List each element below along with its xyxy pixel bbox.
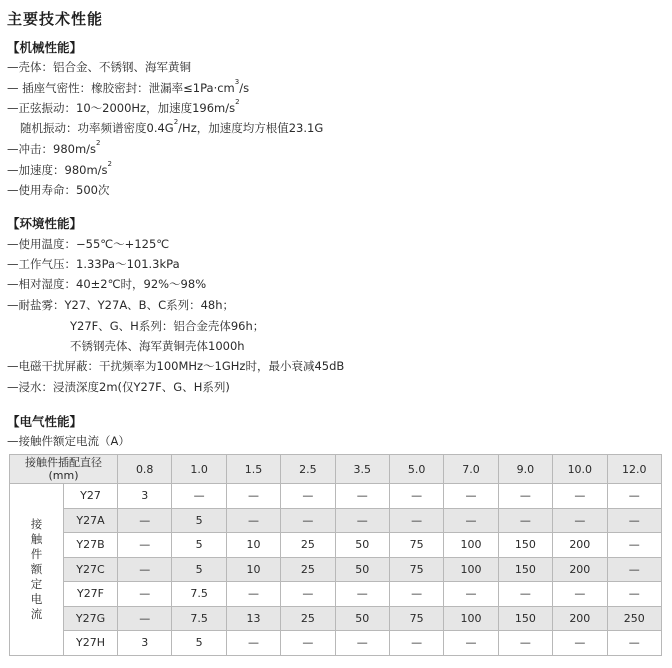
table-cell: — (281, 631, 335, 656)
table-cell: 10 (226, 533, 280, 558)
table-cell: — (553, 484, 607, 509)
table-cell: 10 (226, 557, 280, 582)
row-model: Y27A (64, 508, 118, 533)
table-cell: — (335, 631, 389, 656)
table-cell: — (226, 582, 280, 607)
table-row (10, 606, 662, 631)
table-cell: 5 (172, 533, 226, 558)
table-cell: — (118, 606, 172, 631)
mech-line-shell: —壳体：铝合金、不锈钢、海军黄铜 (7, 60, 191, 74)
table-cell: — (444, 508, 498, 533)
table-cell: — (118, 557, 172, 582)
env-line-emi: —电磁干扰屏蔽：干扰频率为100MHz～1GHz时，最小衰减45dB (7, 359, 345, 373)
table-cell: 13 (226, 606, 280, 631)
table-cell: — (226, 484, 280, 509)
table-cell: — (335, 582, 389, 607)
row-model: Y27G (64, 606, 118, 631)
table-cell: 75 (389, 606, 443, 631)
table-cell: — (498, 508, 552, 533)
table-cell: — (607, 582, 661, 607)
env-line-pressure: —工作气压：1.33Pa～101.3kPa (7, 257, 180, 271)
table-cell: 50 (335, 557, 389, 582)
table-cell: 25 (281, 557, 335, 582)
table-cell: — (281, 484, 335, 509)
env-line-humidity: —相对湿度：40±2℃时，92%～98% (7, 277, 207, 291)
table-row (10, 533, 662, 558)
table-cell: — (498, 484, 552, 509)
col-header: 9.0 (498, 455, 552, 484)
table-cell: 100 (444, 557, 498, 582)
table-cell: — (118, 533, 172, 558)
corner-header: 接触件插配直径 (mm) (10, 455, 118, 484)
table-cell: 5 (172, 557, 226, 582)
electrical-subheading: —接触件额定电流（A） (7, 434, 130, 448)
table-cell: 100 (444, 606, 498, 631)
table-cell: — (281, 508, 335, 533)
table-cell: — (389, 582, 443, 607)
table-cell: — (444, 582, 498, 607)
mechanical-heading: 【机械性能】 (7, 40, 83, 55)
table-cell: — (607, 631, 661, 656)
table-cell: 150 (498, 606, 552, 631)
row-model: Y27F (64, 582, 118, 607)
mech-line-airtight: — 插座气密性：橡胶密封：泄漏率$\le 1Pa\cdot cm^3/s$ (7, 78, 250, 95)
table-cell: — (226, 631, 280, 656)
table-cell: — (281, 582, 335, 607)
row-model: Y27H (64, 631, 118, 656)
table-row (10, 582, 662, 607)
env-line-immersion: —浸水：浸渍深度2m(仅Y27F、G、H系列) (7, 380, 230, 394)
mech-line-life: —使用寿命：500次 (7, 183, 110, 197)
table-cell: 5 (172, 508, 226, 533)
table-cell: 200 (553, 557, 607, 582)
environmental-heading: 【环境性能】 (7, 216, 83, 231)
env-line-salt-spray-2: Y27F、G、H系列：铝合金壳体96h； (70, 319, 265, 333)
table-cell: 50 (335, 606, 389, 631)
table-row (10, 557, 662, 582)
table-cell: 3 (118, 631, 172, 656)
col-header: 12.0 (607, 455, 661, 484)
table-cell: — (498, 631, 552, 656)
col-header: 3.5 (335, 455, 389, 484)
col-header: 2.5 (281, 455, 335, 484)
table-cell: — (444, 631, 498, 656)
table-row (10, 508, 662, 533)
table-cell: — (389, 631, 443, 656)
table-cell: — (226, 508, 280, 533)
table-cell: 200 (553, 606, 607, 631)
table-cell: — (118, 508, 172, 533)
table-cell: 7.5 (172, 606, 226, 631)
table-cell: — (335, 484, 389, 509)
col-header: 0.8 (118, 455, 172, 484)
table-cell: — (607, 557, 661, 582)
row-model: Y27B (64, 533, 118, 558)
table-cell: — (607, 508, 661, 533)
table-row (10, 631, 662, 656)
table-cell: — (553, 631, 607, 656)
table-cell: 150 (498, 557, 552, 582)
row-model: Y27 (64, 484, 118, 509)
table-cell: — (118, 582, 172, 607)
row-group-label: 接 触 件 额 定 电 流 (10, 484, 64, 656)
env-line-salt-spray-3: 不锈钢壳体、海军黄铜壳体1000h (70, 339, 245, 353)
table-cell: 75 (389, 533, 443, 558)
mech-line-sine-vibration: —正弦振动：10～2000Hz，加速度$196m/s^2$ (7, 98, 240, 115)
row-model: Y27C (64, 557, 118, 582)
table-cell: 3 (118, 484, 172, 509)
table-cell: 150 (498, 533, 552, 558)
table-cell: 5 (172, 631, 226, 656)
col-header: 7.0 (444, 455, 498, 484)
table-cell: 50 (335, 533, 389, 558)
table-cell: 200 (553, 533, 607, 558)
mech-line-random-vibration: 随机振动：功率频谱密度$0.4G^2/Hz$，加速度均方根值23.1G (20, 118, 324, 135)
table-cell: 100 (444, 533, 498, 558)
table-row (10, 484, 662, 509)
table-cell: — (389, 508, 443, 533)
mech-line-acceleration: —加速度：$980m/s^2$ (7, 160, 112, 177)
electrical-heading: 【电气性能】 (7, 414, 83, 429)
mech-line-shock: —冲击：$980m/s^2$ (7, 139, 101, 156)
table-cell: — (444, 484, 498, 509)
table-cell: — (607, 533, 661, 558)
table-cell: 25 (281, 533, 335, 558)
table-cell: — (553, 582, 607, 607)
table-cell: — (389, 484, 443, 509)
table-cell: 7.5 (172, 582, 226, 607)
table-header-row (10, 455, 662, 484)
table-cell: — (498, 582, 552, 607)
col-header: 5.0 (389, 455, 443, 484)
table-cell: 25 (281, 606, 335, 631)
col-header: 1.0 (172, 455, 226, 484)
table-cell: — (553, 508, 607, 533)
table-cell: — (607, 484, 661, 509)
page-title: 主要技术性能 (7, 10, 104, 28)
table-body (10, 484, 662, 656)
table-cell: 250 (607, 606, 661, 631)
table-cell: — (172, 484, 226, 509)
env-line-temperature: —使用温度：−55℃～+125℃ (7, 237, 170, 251)
env-line-salt-spray: —耐盐雾：Y27、Y27A、B、C系列：48h； (7, 298, 235, 312)
rated-current-table (9, 454, 662, 656)
table-cell: 75 (389, 557, 443, 582)
table-cell: — (335, 508, 389, 533)
col-header: 10.0 (553, 455, 607, 484)
col-header: 1.5 (226, 455, 280, 484)
